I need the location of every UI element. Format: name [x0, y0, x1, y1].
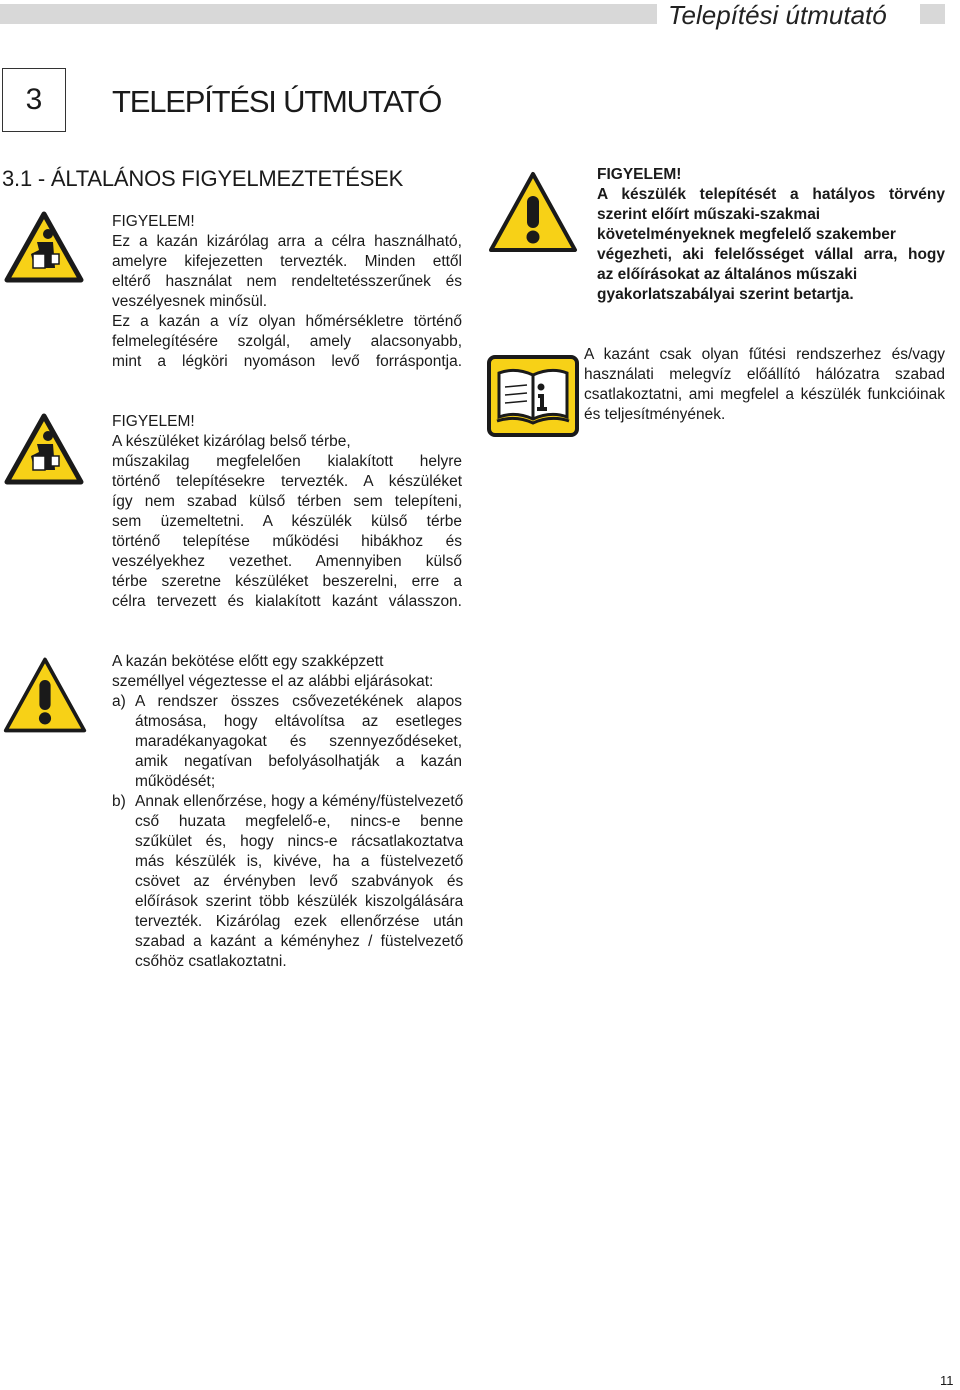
warning-block-1 — [112, 212, 462, 372]
procedure-item-a — [112, 692, 462, 792]
header-bar — [0, 4, 657, 24]
text-line: mint a légköri nyomáson levő forráspontja. — [112, 353, 462, 370]
procedure-item-b — [112, 792, 462, 972]
text-line: felmelegítésére szolgál, amely alacsonyabb, — [112, 333, 462, 350]
text-line: veszélyesnek minősül. — [112, 293, 268, 310]
text-line: csőhöz csatlakoztatni. — [135, 953, 287, 970]
warning-block-3 — [597, 165, 945, 305]
section-title: 3.1 - ÁLTALÁNOS FIGYELMEZTETÉSEK — [2, 166, 404, 191]
text-line: történő telepítésekre tervezték. A készüléket — [112, 473, 462, 490]
text-line: A kazánt csak olyan fűtési rendszerhez és/vagy — [584, 346, 945, 363]
text-line: így nem szabad külső térben sem telepíteni, — [112, 493, 462, 510]
text-line: gyakorlatszabályai szerint betartja. — [597, 286, 854, 303]
item-label: b) — [112, 793, 126, 810]
text-line: A készülék telepítését a hatályos törvény — [597, 186, 945, 203]
text-line: műszakilag megfelelően kialakított helyre — [112, 453, 462, 470]
manual-info-icon — [487, 355, 579, 437]
text-line: sem üzemeltetni. A készülék külső térbe — [112, 513, 462, 530]
text-line: történő telepítése működési hibákhoz és — [112, 533, 462, 550]
text-line: használati melegvíz előállító hálózatra szabad — [584, 366, 945, 383]
text-line: szűkület és, hogy nincs-e rácsatlakoztatva — [135, 833, 464, 850]
text-line: személlyel végeztesse el az alábbi eljárásokat: — [112, 673, 434, 690]
header-title: Telepítési útmutató — [668, 0, 887, 30]
text-line: maradékanyagokat és szennyeződéseket, — [135, 733, 462, 750]
header-box — [920, 4, 945, 24]
exclamation-warning-icon — [2, 655, 88, 735]
info-block — [584, 345, 945, 425]
text-line: csatlakoztatni, ami megfelel a készülék funkcióinak — [584, 386, 945, 403]
text-line: végezheti, aki felelősséget vállal arra, hogy — [597, 246, 945, 263]
text-line: átmosása, hogy eltávolítsa az esetleges — [135, 713, 462, 730]
chapter-number-box — [2, 68, 66, 132]
text-line: és teljesítményének. — [584, 406, 726, 423]
text-line: veszélyekhez vezethet. Amennyiben külső — [112, 553, 462, 570]
item-label: a) — [112, 693, 126, 710]
text-line: Annak ellenőrzése, hogy a kémény/füstelvezető — [135, 793, 464, 810]
warning-heading: FIGYELEM! — [112, 213, 195, 230]
text-line: szerint előírt műszaki-szakmai — [597, 206, 821, 223]
text-line: A rendszer összes csővezetékének alapos — [135, 693, 462, 710]
text-line: amik negatívan befolyásolhatják a kazán — [135, 753, 462, 770]
procedure-block — [112, 652, 462, 972]
exclamation-warning-icon — [487, 170, 579, 254]
chapter-title: TELEPÍTÉSI ÚTMUTATÓ — [112, 84, 442, 119]
page-number: 11 — [940, 1373, 954, 1388]
text-line: Ez a kazán kizárólag arra a célra használható, — [112, 233, 462, 250]
injury-warning-icon — [3, 210, 85, 284]
chapter-number: 3 — [25, 83, 43, 116]
text-line: szabad a kazánt a kéményhez / füstelvezető — [135, 933, 464, 950]
text-line: A készüléket kizárólag belső térbe, — [112, 433, 351, 450]
text-line: Ez a kazán a víz olyan hőmérsékletre történő — [112, 313, 462, 330]
text-line: az előírásokat az általános műszaki — [597, 266, 858, 283]
text-line: tervezték. Kizárólag ezek ellenőrzése után — [135, 913, 464, 930]
text-line: működését; — [135, 773, 216, 790]
text-line: cső huzata megfelelő-e, nincs-e benne — [135, 813, 464, 830]
text-line: előírások szerint több készülék kiszolgálására — [135, 893, 464, 910]
injury-warning-icon — [3, 412, 85, 486]
warning-block-2 — [112, 412, 462, 612]
text-line: térbe szeretne készüléket beszerelni, erre a — [112, 573, 462, 590]
text-line: amelyre kifejezetten tervezték. Minden ettől — [112, 253, 462, 270]
text-line: csövet az érvényben levő szabványok és — [135, 873, 464, 890]
text-line: eltérő használat nem rendeltetésszerűnek és — [112, 273, 462, 290]
warning-heading: FIGYELEM! — [597, 166, 682, 183]
warning-heading: FIGYELEM! — [112, 413, 195, 430]
text-line: célra tervezett és kialakított kazánt válasszon. — [112, 593, 462, 610]
text-line: követelményeknek megfelelő szakember — [597, 226, 896, 243]
text-line: más készülék is, kivéve, ha a füstelvezető — [135, 853, 464, 870]
text-line: A kazán bekötése előtt egy szakképzett — [112, 653, 384, 670]
